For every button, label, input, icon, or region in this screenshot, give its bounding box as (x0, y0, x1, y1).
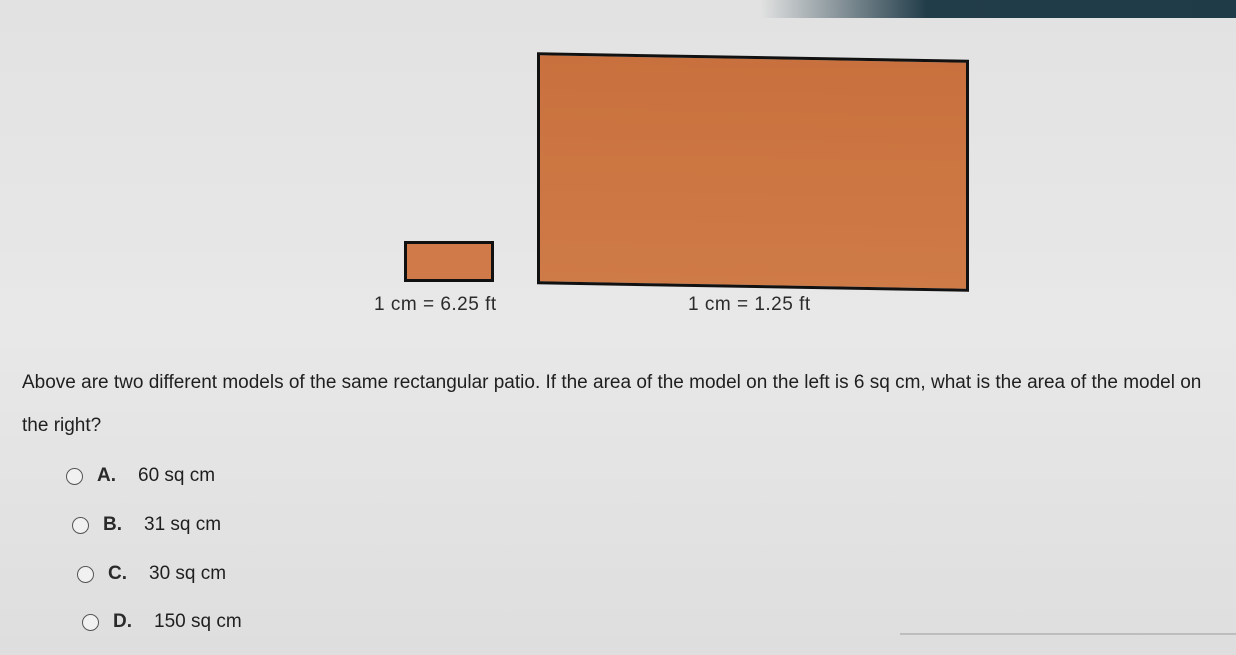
choice-a[interactable] (66, 465, 215, 487)
question-text: Above are two different models of the same rectangular patio. If the area of the model on the left is 6 sq cm, what is the area of the model on the right? (22, 372, 1202, 436)
radio-button[interactable] (66, 468, 83, 485)
choice-text: 31 sq cm (144, 514, 222, 535)
choice-letter: D. (113, 611, 132, 632)
choice-text: 30 sq cm (149, 563, 227, 584)
small-patio-model (404, 241, 494, 282)
right-scale-label: 1 cm = 1.25 ft (688, 294, 811, 315)
choice-c[interactable] (77, 563, 226, 585)
choice-d[interactable] (82, 611, 242, 633)
choice-letter: C. (108, 563, 127, 584)
top-bar (760, 0, 1236, 18)
bottom-divider (900, 633, 1236, 635)
radio-button[interactable] (77, 566, 94, 583)
large-patio-model (537, 52, 969, 292)
choice-text: 150 sq cm (154, 611, 242, 632)
choice-letter: B. (103, 514, 122, 535)
choice-letter: A. (97, 465, 116, 486)
choice-text: 60 sq cm (138, 465, 216, 486)
radio-button[interactable] (82, 614, 99, 631)
choice-b[interactable] (72, 514, 221, 536)
radio-button[interactable] (72, 517, 89, 534)
left-scale-label: 1 cm = 6.25 ft (374, 294, 497, 315)
